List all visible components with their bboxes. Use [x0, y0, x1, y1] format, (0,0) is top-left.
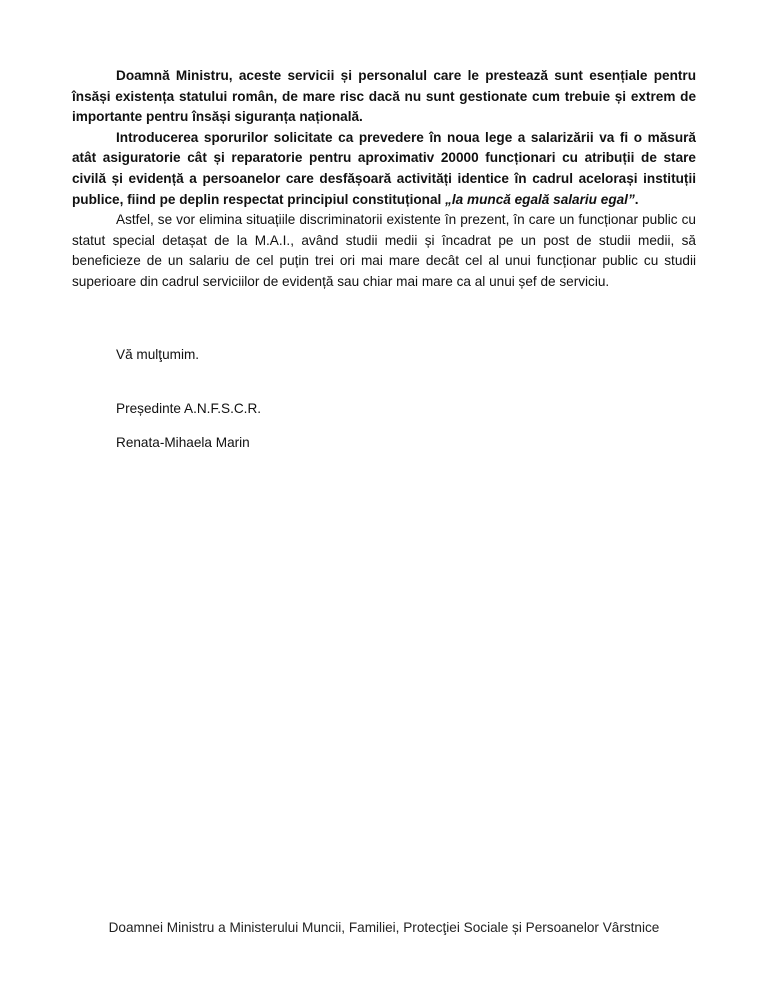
- constitutional-principle-quote: „la muncă egală salariu egal”: [445, 191, 635, 207]
- paragraph-2-text: Introducerea sporurilor solicitate ca prevedere în noua lege a salarizării va fi o măsură atât asiguratorie cât și reparatorie pentru aproximativ 20000 funcționari cu atribuții de stare civilă și evidență a persoanelor care desfășoară activități identice în cadrul acelorași instituții publice, fiind pe deplin respectat principiul constituțional: [72, 129, 696, 207]
- paragraph-2-end: .: [634, 191, 639, 207]
- closing-thanks: Vă mulţumim.: [116, 347, 200, 362]
- paragraph-3: Astfel, se vor elimina situațiile discriminatorii existente în prezent, în care un funcționar public cu statut special detașat de la M.A.I., având studii medii și încadrat pe un post de studii medii, să beneficieze de un salariu de cel puțin trei ori mai mare decât cel al unui funcționar public cu studii superioare din cadrul serviciilor de evidență sau chiar mai mare ca al unui șef de serviciu.: [72, 212, 696, 289]
- paragraph-1: Doamnă Ministru, aceste servicii și personalul care le prestează sunt esențiale pentru însăși existența statului român, de mare risc dacă nu sunt gestionate cum trebuie și extrem de importante pentru însăși siguranța națională.: [72, 68, 696, 125]
- footer-addressee: Doamnei Ministru a Ministerului Muncii, Familiei, Protecţiei Sociale și Persoanelor Vârstnice: [108, 920, 660, 935]
- letter-body: [72, 66, 696, 293]
- signatory-title: Președinte A.N.F.S.C.R.: [116, 401, 262, 416]
- paragraph-2: [72, 128, 696, 210]
- signatory-name: Renata-Mihaela Marin: [116, 435, 250, 450]
